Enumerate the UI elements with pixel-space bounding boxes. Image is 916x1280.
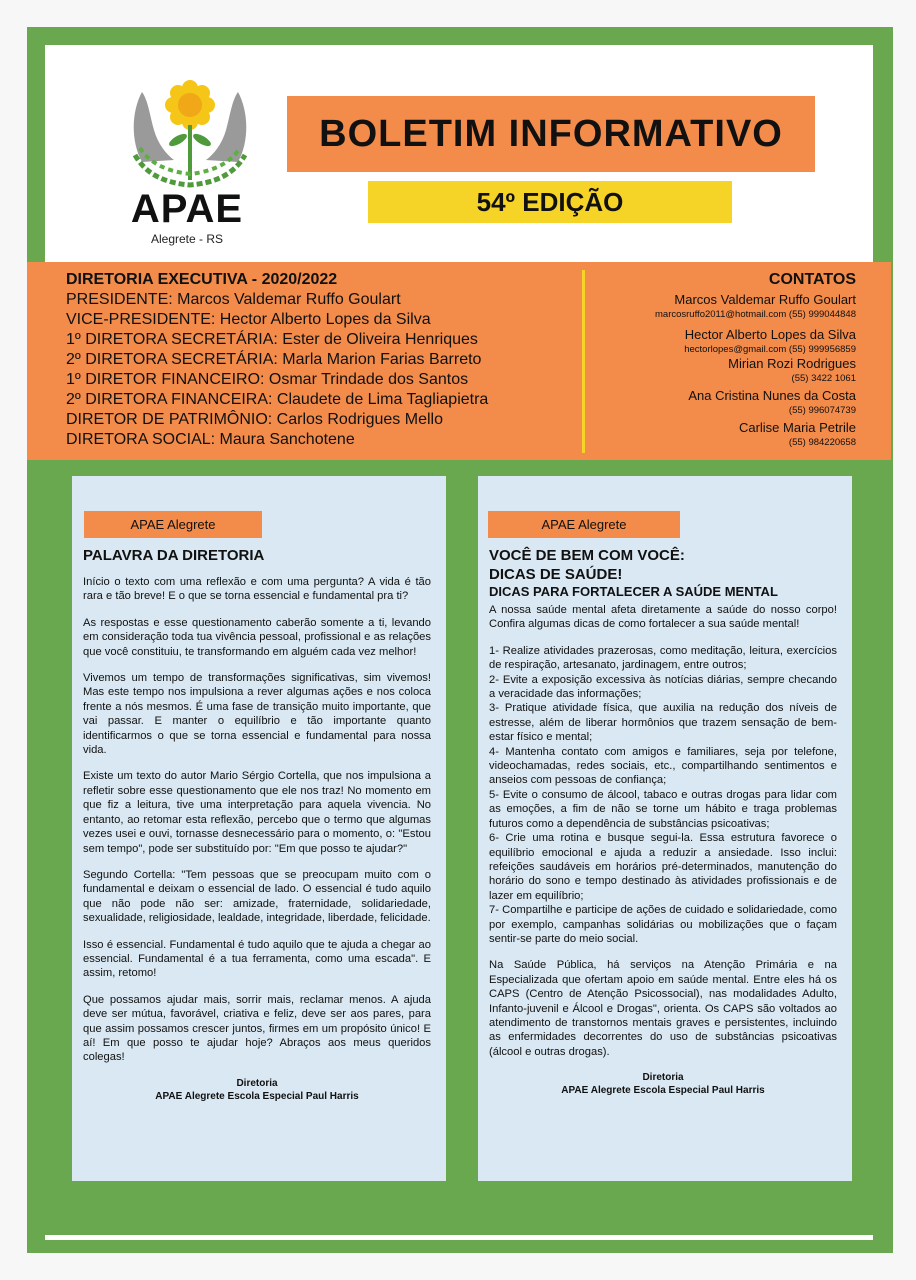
contact-detail: (55) 984220658	[788, 437, 856, 448]
divider	[582, 270, 585, 453]
paragraph: Isso é essencial. Fundamental é tudo aquilo que te ajuda a chegar ao essencial. Fundamental é a tua ferramenta, como uma escada". E assim, retomo!	[83, 938, 431, 980]
logo-text: APAE	[130, 187, 244, 231]
diretoria-line: DIRETOR DE PATRIMÔNIO: Carlos Rodrigues Mello	[66, 411, 443, 428]
paragraph: Existe um texto do autor Mario Sérgio Cortella, que nos impulsiona a refletir sobre esse questionamento que ele nos traz! No momento em que fiz a leitura, tive uma interpretação para aquela vivencia. No entanto, ao retomar esta reflexão, percebo que o termo que algumas vezes usei e ouvi, tornasse desnecessário para o momento, o: "Estou sem tempo", pode ser substituído por: "Em que posso te ajudar?"	[83, 770, 431, 855]
diretoria-line: 2º DIRETORA SECRETÁRIA: Marla Marion Farias Barreto	[66, 351, 482, 368]
tip-item: 6- Crie uma rotina e busque segui-la. Essa estrutura favorece o equilíbrio emocional e ajuda a reduzir a ansiedade. Isso inclui: refeições saudáveis em horários pré-determinados, manutenção do horário do sono e tempo destinado às atividades profissionais e de lazer em equilíbrio;	[489, 832, 837, 902]
article-heading: PALAVRA DA DIRETORIA	[83, 547, 265, 564]
article-heading: VOCÊ DE BEM COM VOCÊ:	[489, 547, 685, 564]
contacts-heading: CONTATOS	[768, 271, 856, 288]
article-body	[83, 546, 431, 1103]
edition-label: 54º EDIÇÃO	[476, 186, 624, 217]
contact-name: Ana Cristina Nunes da Costa	[688, 388, 856, 403]
paragraph: Segundo Cortella: "Tem pessoas que se preocupam muito com o fundamental e deixam o essencial de lado. O essencial é tudo aquilo que não pode não ser: amizade, fraternidade, solidariedade, sexualidade, religiosidade, lealdade, integridade, liberdade, felicidade.	[83, 868, 431, 925]
contact-name: Carlise Maria Petrile	[738, 420, 856, 435]
tip-item: 4- Mantenha contato com amigos e familiares, seja por telefone, videochamadas, redes sociais, etc., compartilhando sentimentos e anseios com pessoas de confiança;	[489, 745, 837, 787]
contact-detail: (55) 996074739	[788, 405, 856, 416]
signature-org: APAE Alegrete Escola Especial Paul Harris	[561, 1085, 765, 1097]
article-body	[489, 546, 837, 1097]
diretoria-heading: DIRETORIA EXECUTIVA - 2020/2022	[66, 271, 338, 288]
diretoria-block	[66, 270, 576, 450]
contact-name: Hector Alberto Lopes da Silva	[684, 327, 856, 342]
signature-line: Diretoria	[236, 1077, 278, 1089]
diretoria-line: 1º DIRETORA SECRETÁRIA: Ester de Oliveira Henriques	[66, 331, 478, 348]
paragraph: A nossa saúde mental afeta diretamente a saúde do nosso corpo! Confira algumas dicas de como fortalecer a sua saúde mental!	[489, 604, 837, 631]
edition-banner	[368, 181, 732, 223]
diretoria-line: DIRETORA SOCIAL: Maura Sanchotene	[66, 431, 355, 448]
article-right	[478, 476, 852, 1181]
signature-line: Diretoria	[642, 1072, 684, 1084]
tip-item: 7- Compartilhe e participe de ações de cuidado e solidariedade, como por exemplo, campanhas solidárias ou mobilizações que o façam sentir-se parte do meio social.	[489, 904, 837, 945]
section-tag: APAE Alegrete	[488, 511, 680, 538]
diretoria-line: 2º DIRETORA FINANCEIRA: Claudete de Lima Tagliapietra	[66, 391, 489, 408]
tip-item: 2- Evite a exposição excessiva às notícias diárias, sempre checando a veracidade das informações;	[489, 673, 837, 701]
diretoria-line: VICE-PRESIDENTE: Hector Alberto Lopes da Silva	[66, 311, 431, 328]
section-tag: APAE Alegrete	[84, 511, 262, 538]
article-left	[72, 476, 446, 1181]
tip-item: 3- Pratique atividade física, que auxilia na redução dos níveis de estresse, além de liberar hormônios que trazem sensação de bem-estar físico e mental;	[489, 702, 837, 744]
tip-item: 5- Evite o consumo de álcool, tabaco e outras drogas para lidar com as emoções, a fim de não se torne um hábito e traga problemas futuros como a dependência de substâncias psicoativas;	[489, 788, 837, 830]
paragraph: Início o texto com uma reflexão e com uma pergunta? A vida é tão rara e tão breve! E o que se torna essencial e fundamental pra ti?	[83, 576, 431, 603]
paragraph: As respostas e esse questionamento caberão somente a ti, levando em consideração toda tua vivência pessoal, profissional e as relações que você constituiu, te transformando em alguém cada vez melhor!	[83, 616, 431, 658]
article-subheading: DICAS PARA FORTALECER A SAÚDE MENTAL	[489, 584, 778, 599]
paragraph: Que possamos ajudar mais, sorrir mais, reclamar menos. A ajuda deve ser mútua, favorável, criativa e feliz, deve ser aos pares, para que assim possamos crescer juntos, firmes em um propósito único! E aí! Em que posso te ajudar hoje? Abraços aos meus queridos colegas!	[83, 993, 431, 1064]
contact-detail: hectorlopes@gmail.com (55) 999956859	[684, 344, 856, 355]
title-banner	[287, 96, 815, 172]
tip-item: 1- Realize atividades prazerosas, como meditação, leitura, exercícios de respiração, artesanato, jardinagem, entre outros;	[489, 644, 837, 672]
paragraph: Na Saúde Pública, há serviços na Atenção Primária e na Especializada que ofertam apoio em saúde mental. Entre eles há os CAPS (Centro de Atenção Psicossocial), nas modalidades Adulto, Infanto-juvenil e Álcool e Drogas", orienta. Os CAPS são voltados ao atendimento de transtornos mentais graves e persistentes, incluindo as enfermidades decorrentes do uso de substâncias psicoativas (álcool e outras drogas).	[489, 959, 837, 1058]
signature-org: APAE Alegrete Escola Especial Paul Harris	[155, 1090, 359, 1102]
contact-detail: (55) 3422 1061	[791, 373, 856, 384]
paragraph: Vivemos um tempo de transformações significativas, sim vivemos! Mas este tempo nos impulsiona a rever algumas ações e nos coloca frente a nós mesmos. É uma fase de transição muito importante, que vai passar. E manter o equilíbrio e tão importante quanto identificarmos o que se torna essencial e fundamental para nossa vida.	[83, 672, 431, 757]
contact-name: Marcos Valdemar Ruffo Goulart	[674, 292, 856, 307]
page-title: BOLETIM INFORMATIVO	[319, 112, 783, 155]
diretoria-line: 1º DIRETOR FINANCEIRO: Osmar Trindade dos Santos	[66, 371, 469, 388]
contacts-block	[600, 270, 856, 449]
logo-subtitle: Alegrete - RS	[150, 232, 224, 246]
diretoria-line: PRESIDENTE: Marcos Valdemar Ruffo Goulart	[66, 291, 401, 308]
contact-name: Mirian Rozi Rodrigues	[728, 356, 856, 371]
contact-detail: marcosruffo2011@hotmail.com (55) 999044848	[655, 309, 856, 320]
article-heading: DICAS DE SAÚDE!	[489, 566, 623, 583]
